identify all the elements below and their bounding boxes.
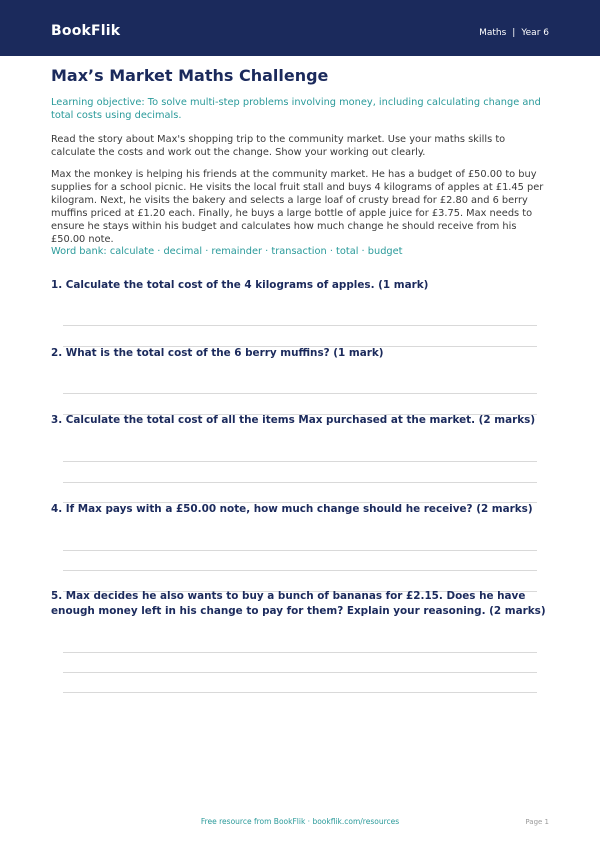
- answer-line[interactable]: [63, 672, 537, 673]
- question-3: 3. Calculate the total cost of all the items Max purchased at the market. (2 marks): [51, 414, 536, 426]
- answer-line[interactable]: [63, 550, 537, 551]
- answer-line[interactable]: [63, 482, 537, 483]
- question-4: 4. If Max pays with a £50.00 note, how much change should he receive? (2 marks): [51, 503, 533, 515]
- intro-paragraph: Read the story about Max's shopping trip to the community market. Use your maths skills to calculate the costs and work out the change. Show your working out clearly.: [51, 134, 506, 158]
- question-2: 2. What is the total cost of the 6 berry muffins? (1 mark): [51, 347, 384, 359]
- answer-line[interactable]: [63, 692, 537, 693]
- answer-line[interactable]: [63, 461, 537, 462]
- answer-line[interactable]: [63, 325, 537, 326]
- question-1: 1. Calculate the total cost of the 4 kilograms of apples. (1 mark): [51, 279, 429, 291]
- answer-line[interactable]: [63, 393, 537, 394]
- brand-logo: BookFlik: [51, 23, 121, 39]
- meta-separator: |: [512, 28, 516, 38]
- learning-objective: Learning objective: To solve multi-step problems involving money, including calculating change and total costs using decimals.: [51, 97, 541, 121]
- footer-credit: Free resource from BookFlik · bookflik.com/resources: [200, 817, 400, 826]
- subject-label: Maths: [479, 28, 507, 38]
- question-5: 5. Max decides he also wants to buy a bunch of bananas for £2.15. Does he have enough money left in his change to pay for them? Explain your reasoning. (2 marks): [51, 590, 546, 617]
- year-label: Year 6: [521, 28, 549, 38]
- subject-year: [479, 28, 549, 38]
- answer-line[interactable]: [63, 652, 537, 653]
- page-header: [0, 0, 600, 56]
- page-number: Page 1: [525, 818, 549, 826]
- answer-line[interactable]: [63, 570, 537, 571]
- word-bank: Word bank: calculate · decimal · remainder · transaction · total · budget: [51, 246, 403, 257]
- worksheet-title: Max’s Market Maths Challenge: [51, 66, 329, 85]
- story-paragraph: Max the monkey is helping his friends at the community market. He has a budget of £50.00 to buy supplies for a school picnic. He visits the local fruit stall and buys 4 kilograms of apples at £1.45 per kilogram. Next, he visits the bakery and selects a large loaf of crusty bread for £2.80 and 6 berry muffins priced at £1.20 each. Finally, he buys a large bottle of apple juice for £3.75. Max needs to ensure he stays within his budget and calculates how much change he should receive from his £50.00 note.: [51, 169, 544, 245]
